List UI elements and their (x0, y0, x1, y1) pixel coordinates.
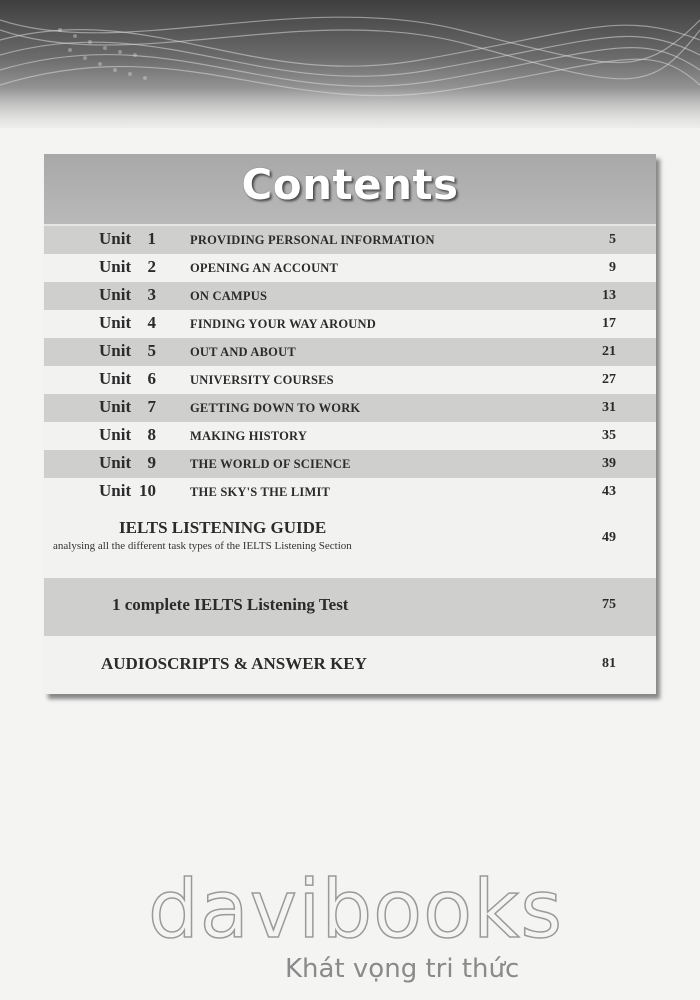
unit-title: PROVIDING PERSONAL INFORMATION (190, 233, 435, 247)
header-banner (0, 0, 700, 128)
unit-label: Unit (99, 313, 132, 332)
page-number: 75 (602, 597, 616, 612)
test-title: 1 complete IELTS Listening Test (112, 595, 349, 614)
contents-header (44, 154, 656, 224)
page-number: 5 (609, 232, 616, 247)
unit-label: Unit (99, 369, 132, 388)
page-title: Contents (241, 160, 459, 209)
unit-label: Unit (99, 453, 132, 472)
logo-name: davibooks (148, 863, 564, 956)
audioscripts-title: AUDIOSCRIPTS & ANSWER KEY (101, 654, 367, 673)
logo-tagline: Khát vọng tri thức (285, 954, 520, 984)
unit-title: ON CAMPUS (190, 289, 268, 303)
unit-label: Unit (99, 481, 132, 500)
unit-title: FINDING YOUR WAY AROUND (190, 317, 376, 331)
page-number: 17 (602, 316, 616, 331)
unit-title: UNIVERSITY COURSES (190, 373, 334, 387)
unit-label: Unit (99, 257, 132, 276)
unit-number: 1 (147, 229, 156, 248)
toc-row[interactable] (44, 310, 656, 338)
unit-label: Unit (99, 397, 132, 416)
page-number: 35 (602, 428, 616, 443)
unit-title: GETTING DOWN TO WORK (190, 401, 361, 415)
toc-row-test[interactable] (44, 578, 656, 636)
contents-panel (44, 154, 656, 694)
unit-title: OPENING AN ACCOUNT (190, 261, 339, 275)
unit-label: Unit (99, 229, 132, 248)
toc-row[interactable] (44, 422, 656, 450)
page-number: 81 (602, 656, 616, 671)
page-number: 21 (602, 344, 616, 359)
unit-title: THE SKY'S THE LIMIT (190, 485, 331, 499)
unit-label: Unit (99, 285, 132, 304)
page-number: 31 (602, 400, 616, 415)
toc-row-audioscripts[interactable] (44, 636, 656, 694)
guide-subtitle: analysing all the different task types of the IELTS Listening Section (53, 540, 352, 552)
toc-row[interactable] (44, 254, 656, 282)
toc-row-guide[interactable] (44, 506, 656, 578)
toc-row[interactable] (44, 478, 656, 506)
page-number: 49 (602, 530, 616, 545)
unit-number: 2 (147, 257, 156, 276)
unit-number: 7 (147, 397, 156, 416)
unit-number: 9 (147, 453, 156, 472)
unit-number: 4 (147, 313, 156, 332)
unit-number: 6 (147, 369, 156, 388)
toc-row[interactable] (44, 282, 656, 310)
toc-row[interactable] (44, 394, 656, 422)
unit-number: 8 (147, 425, 156, 444)
toc-row[interactable] (44, 226, 656, 254)
page-number: 39 (602, 456, 616, 471)
toc-row[interactable] (44, 338, 656, 366)
unit-title: MAKING HISTORY (190, 429, 308, 443)
unit-title: THE WORLD OF SCIENCE (190, 457, 351, 471)
unit-number: 3 (147, 285, 156, 304)
unit-number: 5 (147, 341, 156, 360)
page-number: 27 (602, 372, 616, 387)
page-number: 13 (602, 288, 616, 303)
unit-label: Unit (99, 425, 132, 444)
unit-label: Unit (99, 341, 132, 360)
guide-title: IELTS LISTENING GUIDE (119, 518, 327, 537)
unit-number: 10 (139, 481, 156, 500)
unit-title: OUT AND ABOUT (190, 345, 296, 359)
page-number: 43 (602, 484, 616, 499)
toc-row[interactable] (44, 450, 656, 478)
toc-row[interactable] (44, 366, 656, 394)
page-number: 9 (609, 260, 616, 275)
